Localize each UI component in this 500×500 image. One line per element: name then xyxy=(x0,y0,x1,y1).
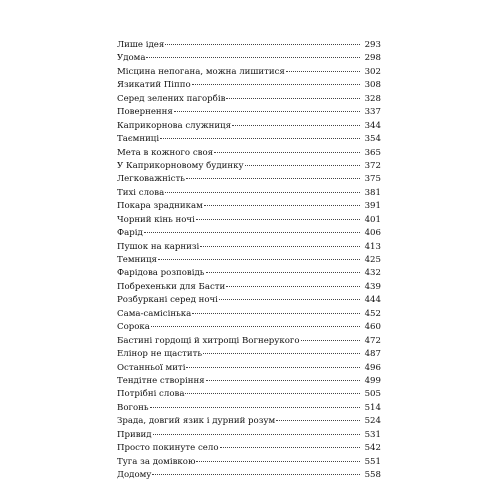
toc-entry-title: Туга за домівкою xyxy=(117,456,196,467)
toc-entry-page-number: 406 xyxy=(364,228,381,239)
dot-leader xyxy=(219,299,360,300)
toc-entry-title: Елінор не щастить xyxy=(117,349,203,360)
toc-entry-page-number: 542 xyxy=(364,443,381,454)
toc-entry xyxy=(117,309,381,322)
toc-entry-page-number: 372 xyxy=(364,160,381,171)
dot-leader xyxy=(204,205,360,206)
toc-entry-page-number: 551 xyxy=(364,456,381,467)
dot-leader xyxy=(203,353,360,354)
toc-entry xyxy=(117,188,381,201)
toc-entry-title: Бастині гордощі й хитрощі Вогнерукого xyxy=(117,335,300,346)
dot-leader xyxy=(152,474,360,475)
dot-leader xyxy=(196,461,360,462)
toc-entry-title: Мета в кожного своя xyxy=(117,147,214,158)
dot-leader xyxy=(276,420,360,421)
toc-entry-page-number: 375 xyxy=(364,174,381,185)
dot-leader xyxy=(165,192,360,193)
toc-entry xyxy=(117,107,381,120)
toc-entry xyxy=(117,40,381,53)
dot-leader xyxy=(226,98,360,99)
toc-entry-title: Розбуркані серед ночі xyxy=(117,295,218,306)
toc-entry xyxy=(117,376,381,389)
toc-entry xyxy=(117,161,381,174)
toc-entry-title: Просто покинуте село xyxy=(117,443,219,454)
dot-leader xyxy=(206,380,360,381)
toc-entry xyxy=(117,470,381,483)
toc-entry-page-number: 381 xyxy=(364,187,381,198)
dot-leader xyxy=(150,407,360,408)
dot-leader xyxy=(220,447,360,448)
toc-entry xyxy=(117,430,381,443)
toc-entry-page-number: 505 xyxy=(364,389,381,400)
toc-entry-page-number: 391 xyxy=(364,201,381,212)
toc-entry xyxy=(117,255,381,268)
dot-leader xyxy=(214,152,360,153)
toc-entry xyxy=(117,148,381,161)
toc-entry xyxy=(117,403,381,416)
toc-entry xyxy=(117,443,381,456)
dot-leader xyxy=(153,434,360,435)
toc-entry-title: Тихі слова xyxy=(117,187,165,198)
toc-entry-title: Чорний кінь ночі xyxy=(117,214,195,225)
toc-entry-page-number: 444 xyxy=(364,295,381,306)
toc-entry xyxy=(117,389,381,402)
toc-entry-page-number: 514 xyxy=(364,402,381,413)
toc-entry-page-number: 524 xyxy=(364,416,381,427)
toc-entry-title: Удома xyxy=(117,53,146,64)
toc-entry-page-number: 337 xyxy=(364,107,381,118)
toc-entry xyxy=(117,94,381,107)
dot-leader xyxy=(186,367,360,368)
dot-leader xyxy=(286,71,360,72)
toc-entry-title: Побрехеньки для Басти xyxy=(117,281,226,292)
dot-leader xyxy=(146,57,360,58)
toc-entry-page-number: 452 xyxy=(364,308,381,319)
toc-entry-title: Лише ідея xyxy=(117,40,165,50)
toc-entry-title: Легковажність xyxy=(117,174,185,185)
toc-entry-title: Тендітне створіння xyxy=(117,375,205,386)
toc-entry-page-number: 531 xyxy=(364,429,381,440)
toc-entry-title: Місцина непогана, можна лишитися xyxy=(117,66,285,77)
toc-entry xyxy=(117,457,381,470)
toc-entry-title: Каприкорнова служниця xyxy=(117,120,232,131)
dot-leader xyxy=(245,165,360,166)
toc-entry-page-number: 487 xyxy=(364,349,381,360)
toc-entry-page-number: 499 xyxy=(364,375,381,386)
toc-entry-title: Привид xyxy=(117,429,152,440)
toc-entry-title: Таємниці xyxy=(117,134,160,145)
toc-entry xyxy=(117,201,381,214)
toc-entry-page-number: 302 xyxy=(364,66,381,77)
dot-leader xyxy=(165,44,360,45)
toc-entry-title: Фарідова розповідь xyxy=(117,268,205,279)
table-of-contents xyxy=(117,40,381,483)
dot-leader xyxy=(200,246,360,247)
toc-entry-title: Повернення xyxy=(117,107,173,118)
toc-entry xyxy=(117,134,381,147)
toc-entry-title: Покара зрадникам xyxy=(117,201,203,212)
toc-entry-title: Сама-самісінька xyxy=(117,308,192,319)
toc-entry-page-number: 496 xyxy=(364,362,381,373)
toc-entry-title: Фарід xyxy=(117,228,143,239)
toc-entry xyxy=(117,349,381,362)
toc-entry-page-number: 460 xyxy=(364,322,381,333)
toc-entry xyxy=(117,336,381,349)
dot-leader xyxy=(186,178,360,179)
dot-leader xyxy=(192,84,360,85)
toc-entry-title: Вогонь xyxy=(117,402,149,413)
toc-entry-page-number: 298 xyxy=(364,53,381,64)
dot-leader xyxy=(196,219,360,220)
toc-entry-page-number: 365 xyxy=(364,147,381,158)
toc-entry-page-number: 439 xyxy=(364,281,381,292)
toc-entry-page-number: 344 xyxy=(364,120,381,131)
toc-entry-title: У Каприкорновому будинку xyxy=(117,160,244,171)
dot-leader xyxy=(301,340,360,341)
toc-entry xyxy=(117,80,381,93)
toc-entry-title: Серед зелених пагорбів xyxy=(117,93,226,104)
toc-entry xyxy=(117,53,381,66)
dot-leader xyxy=(185,393,360,394)
dot-leader xyxy=(206,272,361,273)
dot-leader xyxy=(160,138,360,139)
toc-entry xyxy=(117,416,381,429)
toc-entry-page-number: 293 xyxy=(364,40,381,50)
toc-entry-title: Додому xyxy=(117,470,152,480)
toc-entry-title: Сорока xyxy=(117,322,150,333)
toc-entry-title: Язикатий Піппо xyxy=(117,80,191,91)
dot-leader xyxy=(151,326,360,327)
toc-entry xyxy=(117,282,381,295)
toc-entry-page-number: 354 xyxy=(364,134,381,145)
toc-entry xyxy=(117,174,381,187)
toc-entry xyxy=(117,295,381,308)
dot-leader xyxy=(174,111,360,112)
toc-entry-page-number: 401 xyxy=(364,214,381,225)
dot-leader xyxy=(144,232,360,233)
toc-entry-title: Зрада, довгий язик і дурний розум xyxy=(117,416,276,427)
toc-entry xyxy=(117,215,381,228)
toc-entry-title: Пушок на карнизі xyxy=(117,241,200,252)
toc-entry-page-number: 432 xyxy=(364,268,381,279)
toc-entry-page-number: 413 xyxy=(364,241,381,252)
toc-entry xyxy=(117,322,381,335)
dot-leader xyxy=(232,125,360,126)
toc-entry xyxy=(117,363,381,376)
dot-leader xyxy=(226,286,360,287)
toc-entry-title: Останньої миті xyxy=(117,362,186,373)
toc-entry-page-number: 308 xyxy=(364,80,381,91)
toc-entry-page-number: 328 xyxy=(364,93,381,104)
toc-entry-page-number: 558 xyxy=(364,470,381,480)
toc-entry xyxy=(117,121,381,134)
dot-leader xyxy=(158,259,360,260)
toc-entry xyxy=(117,242,381,255)
toc-entry xyxy=(117,67,381,80)
toc-entry-page-number: 472 xyxy=(364,335,381,346)
toc-entry-page-number: 425 xyxy=(364,255,381,265)
toc-entry xyxy=(117,228,381,241)
toc-entry-title: Потрібні слова xyxy=(117,389,185,400)
toc-entry-title: Темниця xyxy=(117,255,157,265)
toc-entry xyxy=(117,268,381,281)
dot-leader xyxy=(192,313,360,314)
